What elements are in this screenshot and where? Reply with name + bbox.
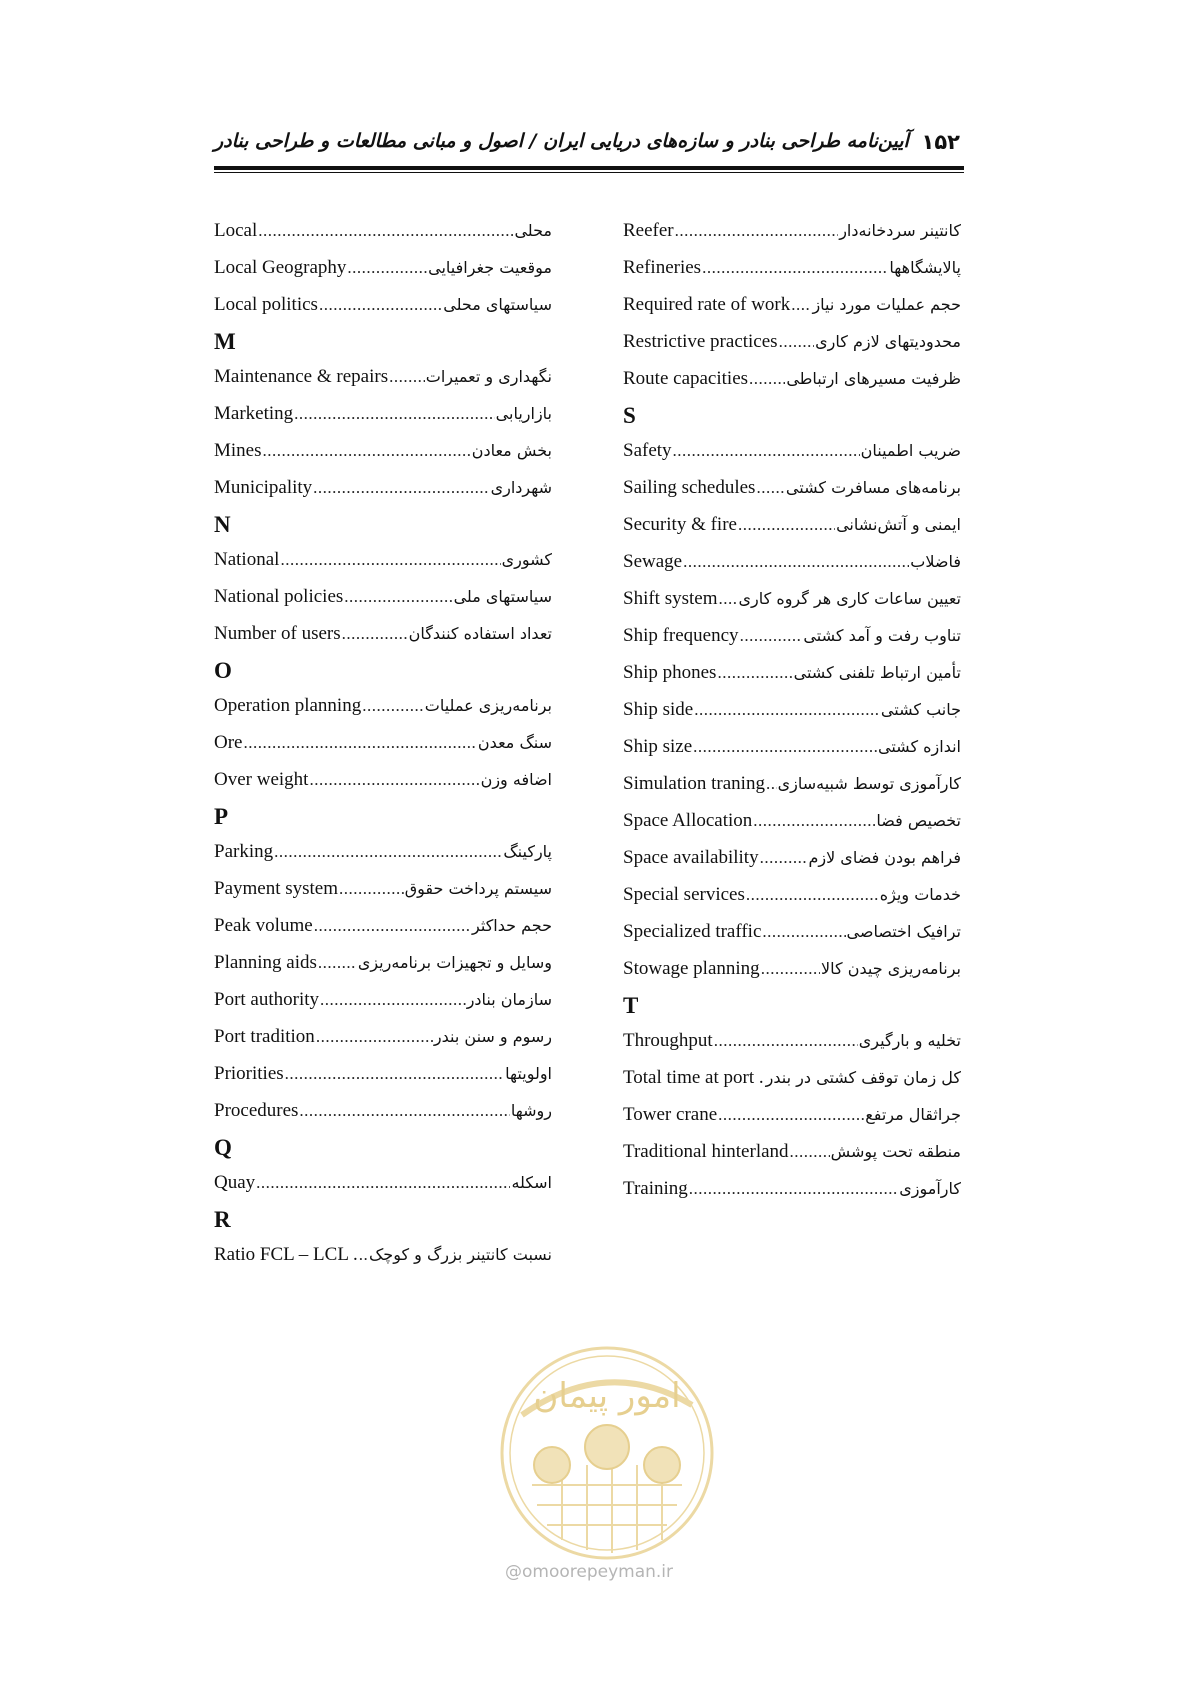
- dot-leader: [339, 870, 404, 907]
- index-term-persian: خدمات ویژه: [879, 885, 961, 904]
- index-term-persian: فراهم بودن فضای لازم: [808, 848, 961, 867]
- dot-leader: [342, 615, 408, 652]
- index-term-english: Ship frequency: [623, 625, 739, 646]
- index-term-persian: وسایل و تجهیزات برنامه‌ریزی: [357, 953, 552, 972]
- index-term-persian: کارآموزی توسط شبیه‌سازی: [777, 774, 961, 793]
- index-term-english: Ship side: [623, 699, 694, 720]
- index-term-english: Traditional hinterland: [623, 1141, 789, 1162]
- index-group-r: [214, 1236, 552, 1273]
- dot-leader: [693, 728, 877, 765]
- index-term-english: Tower crane: [623, 1104, 718, 1125]
- index-entry: [623, 654, 961, 691]
- page-number: ۱۵۲: [921, 130, 960, 154]
- index-entry: [214, 1018, 552, 1055]
- index-term-english: Maintenance & repairs: [214, 366, 389, 387]
- index-entry: [214, 358, 552, 395]
- index-term-english: Restrictive practices: [623, 331, 778, 352]
- index-term-english: Total time at port .: [623, 1067, 764, 1088]
- index-entry: [623, 802, 961, 839]
- index-term-persian: حجم عملیات مورد نیاز: [812, 295, 961, 314]
- index-entry: [214, 1164, 552, 1201]
- section-letter-p: P: [214, 804, 229, 829]
- dot-leader: [359, 1236, 368, 1273]
- index-term-persian: موقعیت جغرافیایی: [428, 258, 552, 277]
- index-entry: [214, 687, 552, 724]
- index-term-persian: روشها: [510, 1101, 552, 1120]
- index-entry: [623, 249, 961, 286]
- index-term-persian: برنامه‌های مسافرت کشتی: [785, 478, 961, 497]
- index-term-english: National policies: [214, 586, 344, 607]
- dot-leader: [779, 323, 815, 360]
- index-entry: [214, 724, 552, 761]
- index-entry: [623, 432, 961, 469]
- index-entry: [623, 1096, 961, 1133]
- dot-leader: [689, 1170, 898, 1207]
- index-term-persian: سیاستهای ملی: [453, 587, 552, 606]
- dot-leader: [347, 249, 427, 286]
- index-term-persian: کشوری: [501, 550, 552, 569]
- index-term-persian: سازمان بنادر: [466, 990, 552, 1009]
- dot-leader: [714, 1022, 858, 1059]
- index-group-m: [214, 358, 552, 506]
- index-term-persian: تعداد استفاده کنندگان: [408, 624, 552, 643]
- index-term-persian: جانب کشتی: [880, 700, 961, 719]
- dot-leader: [766, 765, 777, 802]
- dot-leader: [756, 469, 784, 506]
- index-column-left: [214, 212, 552, 1273]
- index-group-r-cont: [623, 212, 961, 397]
- dot-leader: [318, 944, 357, 981]
- index-entry: [214, 249, 552, 286]
- index-term-persian: ایمنی و آتش‌نشانی: [836, 515, 961, 534]
- index-entry: [214, 1236, 552, 1273]
- index-entry: [623, 765, 961, 802]
- dot-leader: [702, 249, 888, 286]
- index-term-english: Space Allocation: [623, 810, 753, 831]
- index-term-persian: بخش معادن: [471, 441, 552, 460]
- index-term-persian: تخصیص فضا: [876, 811, 961, 830]
- index-term-english: Ship phones: [623, 662, 717, 683]
- running-header: [214, 128, 964, 162]
- index-term-persian: فاضلاب: [910, 552, 961, 571]
- index-term-persian: حجم حداکثر: [472, 916, 552, 935]
- index-group: [214, 212, 552, 323]
- index-term-english: Parking: [214, 841, 274, 862]
- index-term-english: Refineries: [623, 257, 702, 278]
- index-entry: [623, 691, 961, 728]
- index-entry: [623, 580, 961, 617]
- index-term-persian: ضریب اطمینان: [860, 441, 961, 460]
- header-title: آیین‌نامه طراحی بنادر و سازه‌های دریایی ایران / اصول و مبانی مطالعات و طراحی بنادر: [214, 130, 909, 152]
- dot-leader: [362, 687, 424, 724]
- index-term-persian: تخلیه و بارگیری: [858, 1031, 961, 1050]
- index-column-right: [623, 212, 961, 1207]
- index-term-english: Sewage: [623, 551, 683, 572]
- index-term-english: Port authority: [214, 989, 320, 1010]
- index-term-persian: برنامه‌ریزی عملیات: [424, 696, 552, 715]
- index-entry: [623, 323, 961, 360]
- dot-leader: [738, 506, 835, 543]
- dot-leader: [258, 212, 513, 249]
- index-entry: [623, 1022, 961, 1059]
- index-term-english: Route capacities: [623, 368, 749, 389]
- index-entry: [623, 286, 961, 323]
- index-term-english: Security & fire: [623, 514, 737, 535]
- index-term-persian: بازاریابی: [495, 404, 552, 423]
- dot-leader: [753, 802, 875, 839]
- index-term-english: Sailing schedules: [623, 477, 756, 498]
- dot-leader: [309, 761, 479, 798]
- index-term-english: Local politics: [214, 294, 318, 315]
- index-entry: [214, 212, 552, 249]
- header-rule-thin: [214, 172, 964, 173]
- index-term-english: Priorities: [214, 1063, 284, 1084]
- index-term-english: Stowage planning: [623, 958, 760, 979]
- index-group-o: [214, 687, 552, 798]
- index-term-persian: تناوب رفت و آمد کشتی: [803, 626, 961, 645]
- dot-leader: [320, 981, 466, 1018]
- index-entry: [214, 469, 552, 506]
- index-term-persian: محدودیتهای لازم کاری: [815, 332, 961, 351]
- dot-leader: [294, 395, 495, 432]
- index-entry: [214, 944, 552, 981]
- index-group-q: [214, 1164, 552, 1201]
- index-term-english: National: [214, 549, 280, 570]
- watermark-url: @omoorepeyman.ir: [505, 1562, 674, 1582]
- index-entry: [623, 469, 961, 506]
- index-term-persian: اضافه وزن: [480, 770, 552, 789]
- dot-leader: [280, 541, 500, 578]
- dot-leader: [683, 543, 909, 580]
- index-term-persian: رسوم و سنن بندر: [433, 1027, 552, 1046]
- dot-leader: [718, 1096, 864, 1133]
- index-term-english: Ratio FCL – LCL .: [214, 1244, 358, 1265]
- watermark-logo: [492, 1335, 722, 1575]
- section-letter-r: R: [214, 1207, 231, 1232]
- index-entry: [623, 360, 961, 397]
- index-term-english: Simulation traning: [623, 773, 765, 794]
- index-entry: [623, 913, 961, 950]
- dot-leader: [717, 654, 792, 691]
- index-term-english: Reefer: [623, 220, 674, 241]
- section-letter-s: S: [623, 403, 636, 428]
- dot-leader: [675, 212, 839, 249]
- index-term-english: Mines: [214, 440, 262, 461]
- dot-leader: [790, 1133, 830, 1170]
- dot-leader: [285, 1055, 504, 1092]
- section-letter-t: T: [623, 993, 639, 1018]
- dot-leader: [694, 691, 880, 728]
- index-entry: [623, 1059, 961, 1096]
- section-letter-q: Q: [214, 1135, 232, 1160]
- index-term-persian: تعیین ساعات کاری هر گروه کاری: [738, 589, 961, 608]
- dot-leader: [389, 358, 425, 395]
- index-term-persian: برنامه‌ریزی چیدن کالا: [821, 959, 961, 978]
- index-entry: [623, 506, 961, 543]
- index-entry: [623, 1170, 961, 1207]
- index-term-persian: ترافیک اختصاصی: [846, 922, 961, 941]
- index-term-english: Marketing: [214, 403, 294, 424]
- index-term-persian: اندازه کشتی: [878, 737, 961, 756]
- index-entry: [623, 1133, 961, 1170]
- index-term-english: Specialized traffic: [623, 921, 762, 942]
- index-term-english: Port tradition: [214, 1026, 315, 1047]
- index-term-english: Number of users: [214, 623, 341, 644]
- index-term-persian: کارآموزی: [899, 1179, 961, 1198]
- index-term-persian: محلی: [514, 221, 552, 240]
- index-entry: [214, 1055, 552, 1092]
- dot-leader: [243, 724, 476, 761]
- index-entry: [214, 541, 552, 578]
- index-term-persian: اولویتها: [505, 1064, 552, 1083]
- index-term-english: Planning aids: [214, 952, 317, 973]
- index-term-english: Operation planning: [214, 695, 362, 716]
- index-term-persian: شهرداری: [490, 478, 552, 497]
- index-term-persian: اسکله: [511, 1173, 552, 1192]
- dot-leader: [673, 432, 860, 469]
- index-entry: [623, 950, 961, 987]
- dot-leader: [740, 617, 803, 654]
- index-term-persian: منطقه تحت پوشش: [830, 1142, 961, 1161]
- index-term-english: Quay: [214, 1172, 256, 1193]
- index-entry: [214, 578, 552, 615]
- section-letter-o: O: [214, 658, 232, 683]
- dot-leader: [319, 286, 442, 323]
- index-term-english: Space availability: [623, 847, 759, 868]
- dot-leader: [746, 876, 879, 913]
- index-entry: [623, 543, 961, 580]
- dot-leader: [263, 432, 471, 469]
- dot-leader: [274, 833, 502, 870]
- index-term-english: Municipality: [214, 477, 313, 498]
- index-entry: [214, 833, 552, 870]
- index-term-english: Required rate of work: [623, 294, 791, 315]
- index-term-persian: نسبت کانتینر بزرگ و کوچک: [368, 1245, 552, 1264]
- index-entry: [214, 432, 552, 469]
- header-rule-thick: [214, 166, 964, 170]
- index-term-persian: پارکینگ: [503, 842, 552, 861]
- index-term-english: Local: [214, 220, 258, 241]
- dot-leader: [749, 360, 785, 397]
- index-entry: [214, 395, 552, 432]
- index-entry: [623, 212, 961, 249]
- dot-leader: [791, 286, 811, 323]
- section-letter-n: N: [214, 512, 231, 537]
- watermark-logo-text: امور پیمان: [533, 1376, 681, 1416]
- dot-leader: [760, 839, 808, 876]
- index-group-s: [623, 432, 961, 987]
- index-term-persian: کل زمان توقف کشتی در بندر: [765, 1068, 961, 1087]
- index-entry: [214, 1092, 552, 1129]
- dot-leader: [256, 1164, 510, 1201]
- dot-leader: [316, 1018, 433, 1055]
- index-term-english: Local Geography: [214, 257, 347, 278]
- index-entry: [623, 617, 961, 654]
- index-term-persian: پالایشگاهها: [889, 258, 961, 277]
- index-term-english: Throughput: [623, 1030, 713, 1051]
- index-term-english: Special services: [623, 884, 745, 905]
- dot-leader: [344, 578, 452, 615]
- index-term-english: Shift system: [623, 588, 718, 609]
- index-term-english: Peak volume: [214, 915, 313, 936]
- dot-leader: [299, 1092, 509, 1129]
- dot-leader: [313, 469, 489, 506]
- index-term-persian: سیاستهای محلی: [443, 295, 552, 314]
- index-term-english: Ship size: [623, 736, 693, 757]
- index-term-english: Payment system: [214, 878, 339, 899]
- index-term-persian: سنگ معدن: [477, 733, 552, 752]
- dot-leader: [718, 580, 737, 617]
- index-term-persian: سیستم پرداخت حقوق: [404, 879, 552, 898]
- index-entry: [623, 728, 961, 765]
- index-entry: [623, 839, 961, 876]
- index-term-english: Procedures: [214, 1100, 299, 1121]
- index-term-persian: جراثقال مرتفع: [865, 1105, 961, 1124]
- index-group-p: [214, 833, 552, 1129]
- dot-leader: [761, 950, 820, 987]
- index-entry: [214, 761, 552, 798]
- index-entry: [623, 876, 961, 913]
- index-group-n: [214, 541, 552, 652]
- index-entry: [214, 907, 552, 944]
- index-entry: [214, 286, 552, 323]
- index-term-persian: ظرفیت مسیرهای ارتباطی: [786, 369, 961, 388]
- dot-leader: [314, 907, 471, 944]
- index-group-t: [623, 1022, 961, 1207]
- dot-leader: [762, 913, 845, 950]
- index-entry: [214, 615, 552, 652]
- index-term-persian: نگهداری و تعمیرات: [425, 367, 552, 386]
- section-letter-m: M: [214, 329, 236, 354]
- index-term-persian: تأمین ارتباط تلفنی کشتی: [793, 663, 961, 682]
- index-term-english: Over weight: [214, 769, 309, 790]
- index-term-english: Ore: [214, 732, 243, 753]
- index-entry: [214, 981, 552, 1018]
- index-term-persian: کانتینر سردخانه‌دار: [839, 221, 961, 240]
- index-term-english: Safety: [623, 440, 672, 461]
- index-entry: [214, 870, 552, 907]
- index-term-english: Training: [623, 1178, 688, 1199]
